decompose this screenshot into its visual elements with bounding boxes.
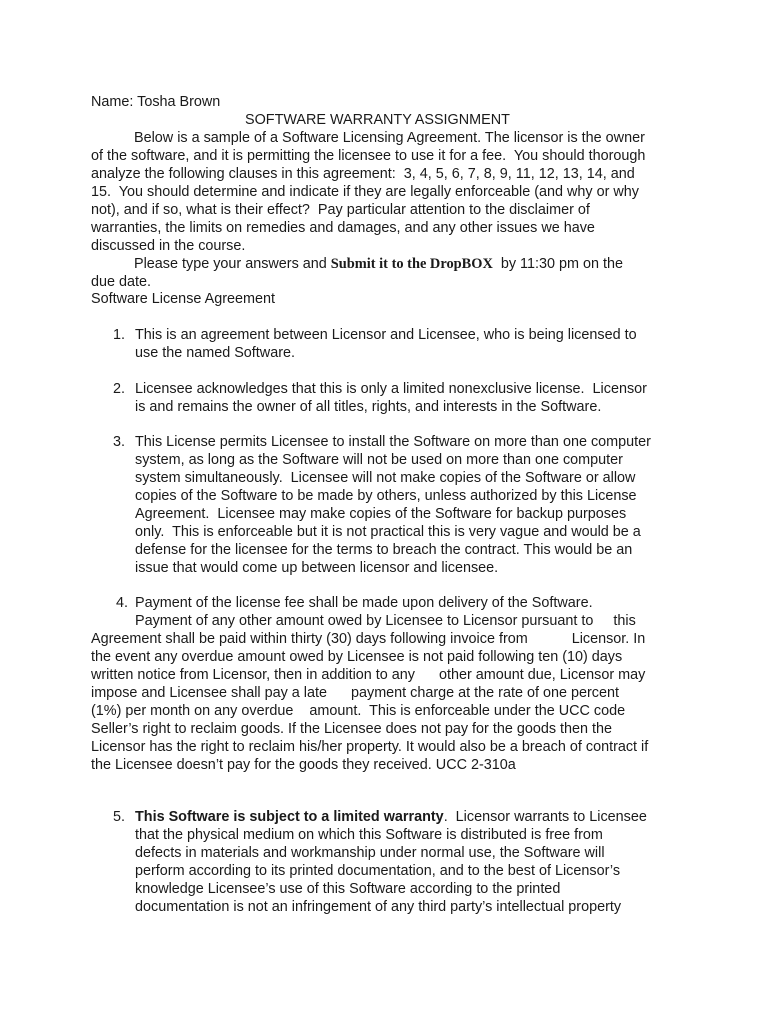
clause-5-line-1	[135, 808, 647, 826]
instruction-line	[134, 255, 623, 273]
intro-line-7: discussed in the course.	[91, 238, 246, 254]
clause-2-line-1: Licensee acknowledges that this is only a limited nonexclusive license. Licensor	[135, 381, 647, 397]
dropbox-emphasis: Submit it to the DropBOX	[330, 256, 493, 272]
clause-5-line-6: documentation is not an infringement of any third party’s intellectual property	[135, 899, 622, 915]
intro-line-6: warranties, the limits on remedies and damages, and any other issues we have	[91, 220, 595, 236]
clause-1-line-1: This is an agreement between Licensor and Licensee, who is being licensed to	[135, 327, 637, 343]
clause-4-line-9: Licensor has the right to reclaim his/her property. It would also be a breach of contract if	[91, 739, 649, 755]
intro-line-4: 15. You should determine and indicate if they are legally enforceable (and why or why	[91, 184, 639, 200]
section-heading: Software License Agreement	[91, 291, 275, 307]
clause-3-line-4: copies of the Software to be made by others, unless authorized by this License	[135, 488, 637, 504]
clause-4-line-4: the event any overdue amount owed by Licensee is not paid following ten (10) days	[91, 649, 623, 665]
clause-3-line-1: This License permits Licensee to install the Software on more than one computer	[135, 434, 651, 450]
intro-line-5: not), and if so, what is their effect? Pay particular attention to the disclaimer of	[91, 202, 590, 218]
clause-3-line-5: Agreement. Licensee may make copies of the Software for backup purposes	[135, 506, 627, 522]
instruction-deadline: by 11:30 pm on the	[492, 256, 623, 272]
instruction-text: Please type your answers and	[134, 256, 331, 272]
clause-number: 5.	[113, 809, 126, 825]
clause-4-line-5: written notice from Licensor, then in addition to any other amount due, Licensor may	[91, 667, 646, 683]
clause-4-line-3: Agreement shall be paid within thirty (30) days following invoice from Licensor. In	[91, 631, 646, 647]
clause-number: 1.	[113, 327, 126, 343]
name-line: Name: Tosha Brown	[91, 94, 221, 110]
clause-3-line-2: system, as long as the Software will not be used on more than one computer	[135, 452, 623, 468]
instruction-line-2: due date.	[91, 274, 152, 290]
clause-5-line-1-rest: . Licensor warrants to Licensee	[443, 809, 647, 825]
clause-4-line-8: Seller’s right to reclaim goods. If the Licensee does not pay for the goods then the	[91, 721, 613, 737]
clause-3-line-8: issue that would come up between licensor and licensee.	[135, 560, 499, 576]
clause-4-line-6: impose and Licensee shall pay a late payment charge at the rate of one percent	[91, 685, 619, 701]
clause-4-line-1: Payment of the license fee shall be made upon delivery of the Software.	[135, 595, 593, 611]
clause-3-line-6: only. This is enforceable but it is not practical this is very vague and would be a	[135, 524, 641, 540]
clause-4-line-10: the Licensee doesn’t pay for the goods they received. UCC 2-310a	[91, 757, 516, 773]
document-title: SOFTWARE WARRANTY ASSIGNMENT	[245, 112, 510, 128]
clause-number: 2.	[113, 381, 126, 397]
clause-4-line-2: Payment of any other amount owed by Licensee to Licensor pursuant to this	[135, 613, 636, 629]
intro-line-1: Below is a sample of a Software Licensing Agreement. The licensor is the owner	[134, 130, 645, 146]
clause-3-line-3: system simultaneously. Licensee will not make copies of the Software or allow	[135, 470, 636, 486]
intro-line-3: analyze the following clauses in this agreement: 3, 4, 5, 6, 7, 8, 9, 11, 12, 13, 14, and	[91, 166, 635, 182]
clause-4-line-7: (1%) per month on any overdue amount. This is enforceable under the UCC code	[91, 703, 626, 719]
clause-5-line-5: knowledge Licensee’s use of this Software according to the printed	[135, 881, 561, 897]
clause-2-line-2: is and remains the owner of all titles, rights, and interests in the Software.	[135, 399, 602, 415]
limited-warranty-heading: This Software is subject to a limited warranty	[135, 809, 444, 825]
clause-5-line-4: perform according to its printed documentation, and to the best of Licensor’s	[135, 863, 621, 879]
intro-line-2: of the software, and it is permitting the licensee to use it for a fee. You should thorough	[91, 148, 646, 164]
clause-5-line-3: defects in materials and workmanship under normal use, the Software will	[135, 845, 605, 861]
clause-1-line-2: use the named Software.	[135, 345, 295, 361]
clause-number: 4.	[116, 595, 129, 611]
clause-3-line-7: defense for the licensee for the terms to breach the contract. This would be an	[135, 542, 633, 558]
clause-5-line-2: that the physical medium on which this Software is distributed is free from	[135, 827, 603, 843]
clause-number: 3.	[113, 434, 126, 450]
